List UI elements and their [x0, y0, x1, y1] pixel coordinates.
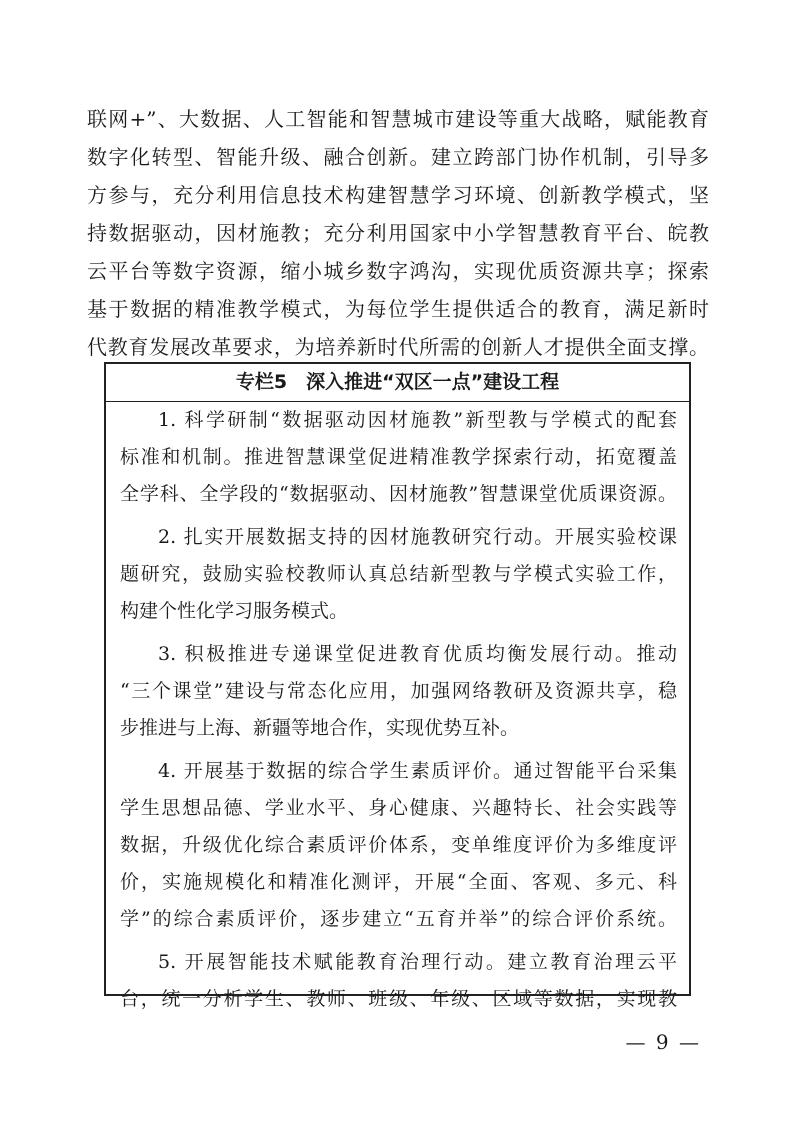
intro-line: 云平台等数字资源，缩小城乡数字鸿沟，实现优质资源共享；探索 — [87, 259, 709, 283]
intro-line: 方参与，充分利用信息技术构建智慧学习环境、创新教学模式，坚 — [87, 183, 709, 207]
column-item-line: 全学科、全学段的“数据驱动、因材施教”智慧课堂优质课资源。 — [120, 483, 677, 505]
intro-line: 基于数据的精准教学模式，为每位学生提供适合的教育，满足新时 — [87, 297, 709, 321]
column-item-line: 步推进与上海、新疆等地合作，实现优势互补。 — [120, 717, 520, 739]
column-item-2 — [120, 519, 677, 630]
column-item-line: 学”的综合素质评价，逐步建立“五育并举”的综合评价系统。 — [120, 908, 677, 930]
intro-line: 数字化转型、智能升级、融合创新。建立跨部门协作机制，引导多 — [87, 145, 709, 169]
column-item-line: 数据，升级优化综合素质评价体系，变单维度评价为多维度评 — [120, 834, 677, 856]
intro-paragraph — [87, 100, 709, 366]
column-item-line: 价，实施规模化和精准化测评，开展“全面、客观、多元、科 — [120, 871, 677, 893]
intro-line: 联网+”、大数据、人工智能和智慧城市建设等重大战略，赋能教育 — [87, 107, 709, 131]
column-item-line: 学生思想品德、学业水平、身心健康、兴趣特长、社会实践等 — [120, 797, 677, 819]
column-item-line: 题研究，鼓励实验校教师认真总结新型教与学模式实验工作， — [120, 563, 677, 585]
column-item-5 — [120, 944, 677, 1018]
column-item-line: 台，统一分析学生、教师、班级、年级、区域等数据，实现教 — [120, 988, 677, 1010]
column-item-line: 5. 开展智能技术赋能教育治理行动。建立教育治理云平 — [158, 951, 677, 973]
column-box — [104, 362, 691, 1010]
column-item-line: “三个课堂”建设与常态化应用，加强网络教研及资源共享，稳 — [120, 680, 677, 702]
column-item-line: 2. 扎实开展数据支持的因材施教研究行动。开展实验校课 — [158, 526, 677, 548]
column-item-line: 构建个性化学习服务模式。 — [120, 600, 349, 622]
column-item-1 — [120, 402, 677, 513]
intro-line: 持数据驱动，因材施教；充分利用国家中小学智慧教育平台、皖教 — [87, 221, 709, 245]
column-box-body — [106, 402, 689, 1018]
column-item-line: 1. 科学研制“数据驱动因材施教”新型教与学模式的配套 — [158, 409, 677, 431]
column-item-line: 4. 开展基于数据的综合学生素质评价。通过智能平台采集 — [158, 760, 677, 782]
column-item-3 — [120, 636, 677, 747]
column-box-title: 专栏5 深入推进“双区一点”建设工程 — [106, 364, 689, 402]
column-item-4 — [120, 753, 677, 938]
intro-line: 代教育发展改革要求，为培养新时代所需的创新人才提供全面支撑。 — [87, 335, 709, 359]
page-number: — 9 — — [625, 1030, 701, 1054]
column-item-line: 标准和机制。推进智慧课堂促进精准教学探索行动，拓宽覆盖 — [120, 446, 677, 468]
column-item-line: 3. 积极推进专递课堂促进教育优质均衡发展行动。推动 — [158, 643, 677, 665]
